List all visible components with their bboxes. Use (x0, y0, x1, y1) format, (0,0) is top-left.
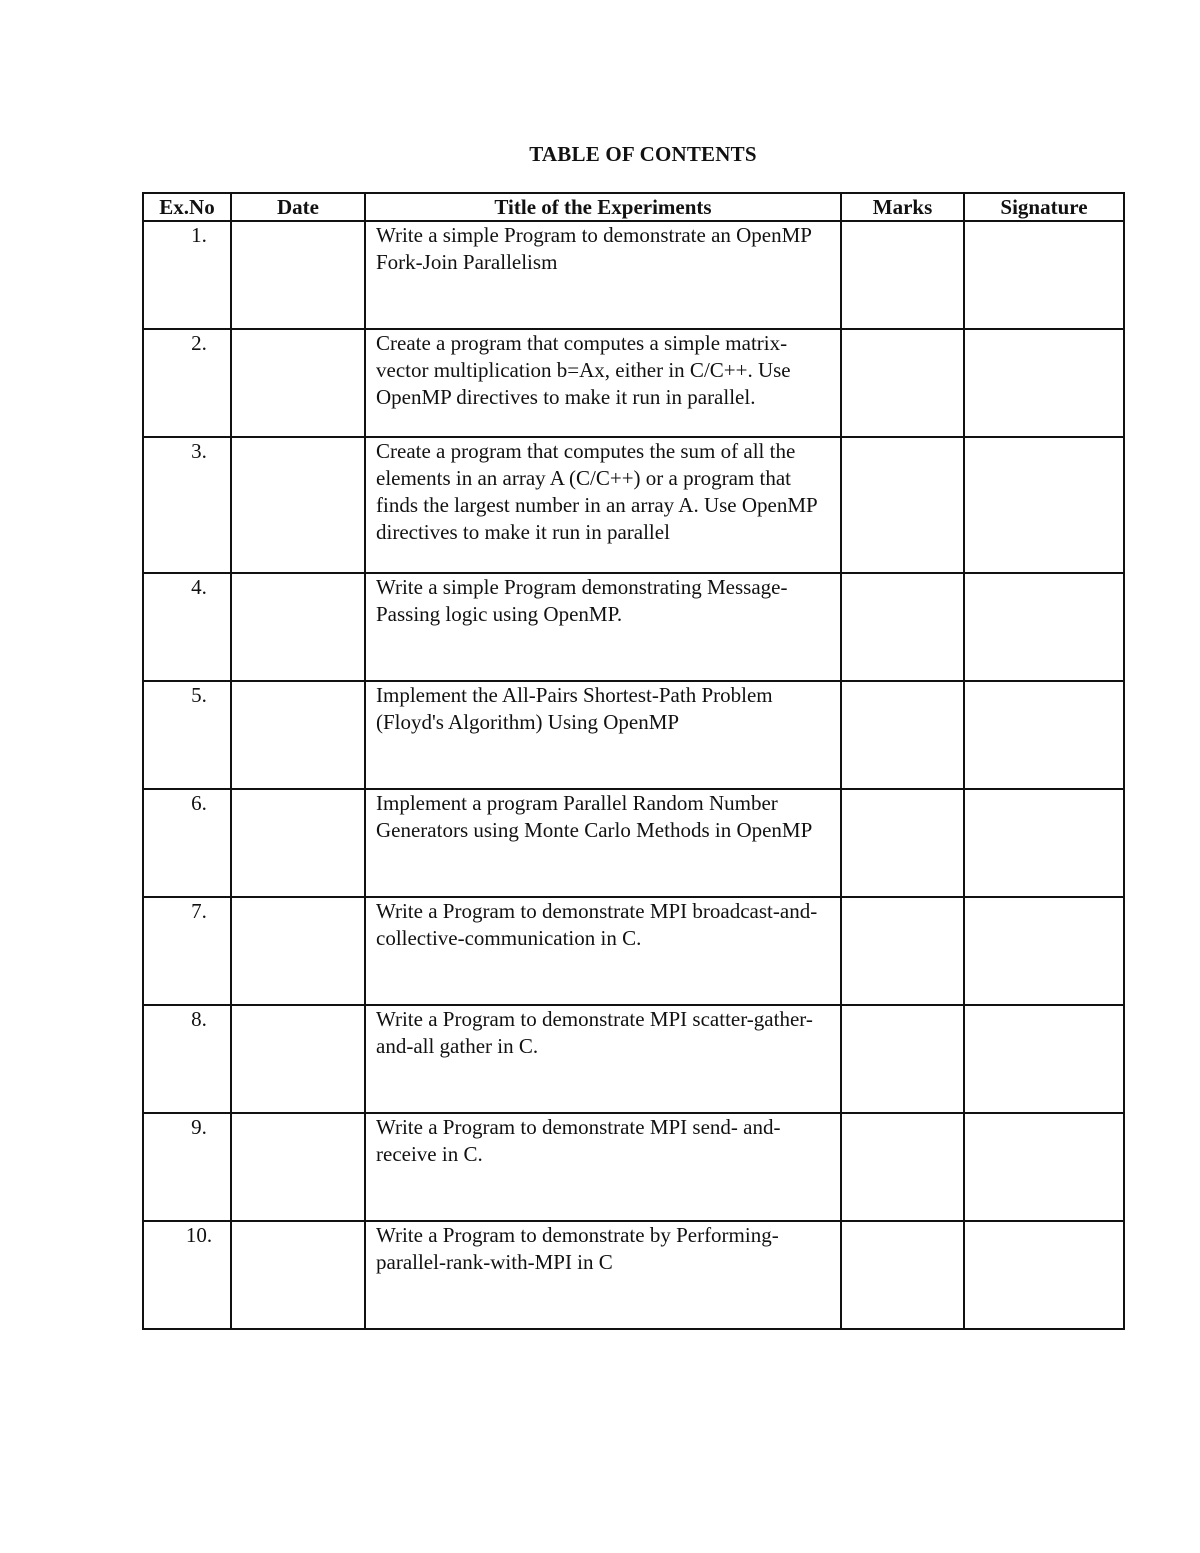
signature-cell (964, 789, 1124, 897)
header-date: Date (231, 193, 365, 221)
signature-cell (964, 897, 1124, 1005)
exno-cell: 9. (191, 1115, 207, 1139)
marks-cell (841, 1113, 964, 1221)
exno-cell: 10. (185, 1223, 213, 1247)
title-cell: Write a Program to demonstrate MPI broadcast-and-collective-communication in C. (365, 897, 841, 1005)
exno-cell: 1. (191, 223, 207, 247)
exno-cell: 4. (191, 575, 207, 599)
signature-cell (964, 329, 1124, 437)
signature-cell (964, 681, 1124, 789)
page-title: TABLE OF CONTENTS (529, 142, 757, 166)
date-cell (231, 897, 365, 1005)
date-cell (231, 1113, 365, 1221)
marks-cell (841, 1221, 964, 1329)
date-cell (231, 681, 365, 789)
signature-cell (964, 437, 1124, 573)
date-cell (231, 789, 365, 897)
table-row (143, 789, 1124, 897)
marks-cell (841, 329, 964, 437)
exno-cell: 3. (191, 439, 207, 463)
table-row (143, 221, 1124, 329)
header-signature: Signature (964, 193, 1124, 221)
table-row (143, 1113, 1124, 1221)
title-cell: Write a Program to demonstrate MPI send- and-receive in C. (365, 1113, 841, 1221)
exno-cell: 2. (191, 331, 207, 355)
date-cell (231, 221, 365, 329)
table-row (143, 1221, 1124, 1329)
marks-cell (841, 573, 964, 681)
table-row (143, 573, 1124, 681)
header-marks: Marks (841, 193, 964, 221)
header-exno: Ex.No (143, 193, 231, 221)
signature-cell (964, 221, 1124, 329)
date-cell (231, 329, 365, 437)
exno-cell: 7. (191, 899, 207, 923)
marks-cell (841, 1005, 964, 1113)
title-cell: Write a Program to demonstrate by Performing-parallel-rank-with-MPI in C (365, 1221, 841, 1329)
date-cell (231, 437, 365, 573)
marks-cell (841, 897, 964, 1005)
table-row (143, 1005, 1124, 1113)
title-cell: Create a program that computes a simple matrix-vector multiplication b=Ax, either in C/C++. Use OpenMP directives to make it run in parallel. (365, 329, 841, 437)
marks-cell (841, 221, 964, 329)
exno-cell: 6. (191, 791, 207, 815)
title-cell: Write a Program to demonstrate MPI scatter-gather-and-all gather in C. (365, 1005, 841, 1113)
signature-cell (964, 1005, 1124, 1113)
signature-cell (964, 1113, 1124, 1221)
exno-cell: 5. (191, 683, 207, 707)
marks-cell (841, 681, 964, 789)
signature-cell (964, 1221, 1124, 1329)
title-cell: Create a program that computes the sum of all the elements in an array A (C/C++) or a program that finds the largest number in an array A. Use OpenMP directives to make it run in parallel (365, 437, 841, 573)
table-row (143, 329, 1124, 437)
toc-rows (143, 221, 1124, 1329)
marks-cell (841, 437, 964, 573)
table-row (143, 681, 1124, 789)
title-cell: Write a simple Program demonstrating Message-Passing logic using OpenMP. (365, 573, 841, 681)
marks-cell (841, 789, 964, 897)
table-row (143, 897, 1124, 1005)
exno-cell: 8. (191, 1007, 207, 1031)
table-row (143, 437, 1124, 573)
date-cell (231, 1221, 365, 1329)
header-title: Title of the Experiments (365, 193, 841, 221)
signature-cell (964, 573, 1124, 681)
toc-table (142, 192, 1125, 1330)
title-cell: Implement the All-Pairs Shortest-Path Problem (Floyd's Algorithm) Using OpenMP (365, 681, 841, 789)
date-cell (231, 573, 365, 681)
title-cell: Implement a program Parallel Random Number Generators using Monte Carlo Methods in OpenMP (365, 789, 841, 897)
table-header-row (143, 193, 1124, 221)
title-cell: Write a simple Program to demonstrate an OpenMP Fork-Join Parallelism (365, 221, 841, 329)
date-cell (231, 1005, 365, 1113)
